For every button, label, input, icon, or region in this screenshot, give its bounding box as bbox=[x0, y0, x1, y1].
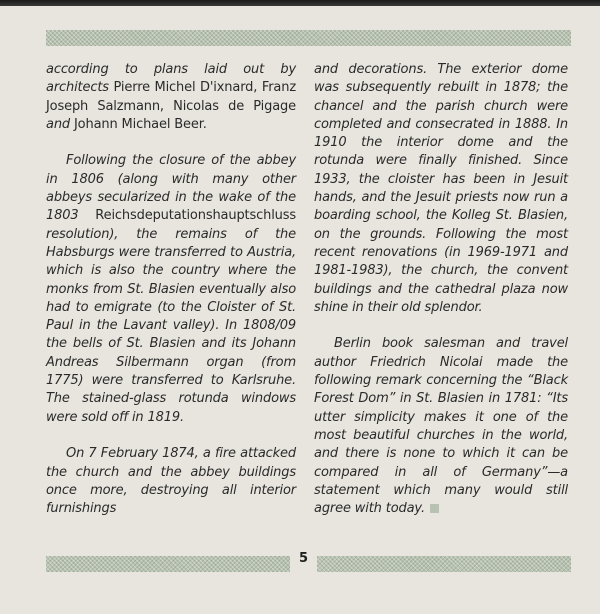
left-paragraph-1 bbox=[46, 61, 296, 134]
right-paragraph-1: and decorations. The exterior dome was subsequently rebuilt in 1878; the chancel and the parish church were completed and consecrated in 1888. In 1910 the interior dome and the rotunda were finally finished. Since 1933, the cloister has been in Jesuit hands, and the Jesuit priests now run a boarding school, the Kolleg St. Blasien, on the grounds. Following the most recent renovations (in 1969-1971 and 1981-1983), the church, the convent buildings and the cathedral plaza now shine in their old splendor. bbox=[314, 62, 568, 315]
left-p1-beer: Johann Michael Beer. bbox=[74, 116, 207, 132]
header-band bbox=[46, 30, 571, 46]
page-number: 5 bbox=[298, 551, 309, 566]
right-column bbox=[314, 61, 568, 537]
left-column bbox=[46, 61, 296, 537]
footer-band-right bbox=[317, 556, 571, 572]
left-paragraph-3: On 7 February 1874, a fire attacked the church and the abbey buildings once more, destroying all interior furnishings bbox=[46, 446, 296, 517]
left-p1-architects: Pierre Michel D'ixnard, Franz Joseph Salzmann, Nicolas de Pigage bbox=[46, 80, 296, 114]
right-paragraph-2 bbox=[314, 335, 568, 518]
left-p2-term: Reichsdeputationshauptschluss bbox=[95, 208, 296, 224]
footer-band-left bbox=[46, 556, 290, 572]
top-edge bbox=[0, 0, 600, 6]
left-p2-text-a: Following the closure of the abbey in 1806 (along with many other abbeys secularized in the wake of the 1803 bbox=[46, 153, 296, 224]
right-p2-text: Berlin book salesman and travel author Friedrich Nicolai made the following remark concerning the “Black Forest Dom” in St. Blasien in 1781: “Its utter simplicity makes it one of the most beautiful churches in the world, and there is none to which it can be compared in all of Germany”—a statement which many would still agree with today. bbox=[314, 336, 568, 517]
left-p1-text-a: according to plans laid out by architects bbox=[46, 62, 296, 96]
left-paragraph-2 bbox=[46, 152, 296, 426]
end-mark-icon bbox=[430, 504, 439, 513]
left-p2-text-c: resolution), the remains of the Habsburgs were transferred to Austria, which is also the country where the monks from St. Blasien eventually also had to emigrate (to the Cloister of St. Paul in the Lavant valley). In 1808/09 the bells of St. Blasien and its Johann Andreas Silbermann organ (from 1775) were transferred to Karlsruhe. The stained-glass rotunda windows were sold off in 1819. bbox=[46, 226, 296, 425]
left-p1-and: and bbox=[46, 116, 71, 132]
